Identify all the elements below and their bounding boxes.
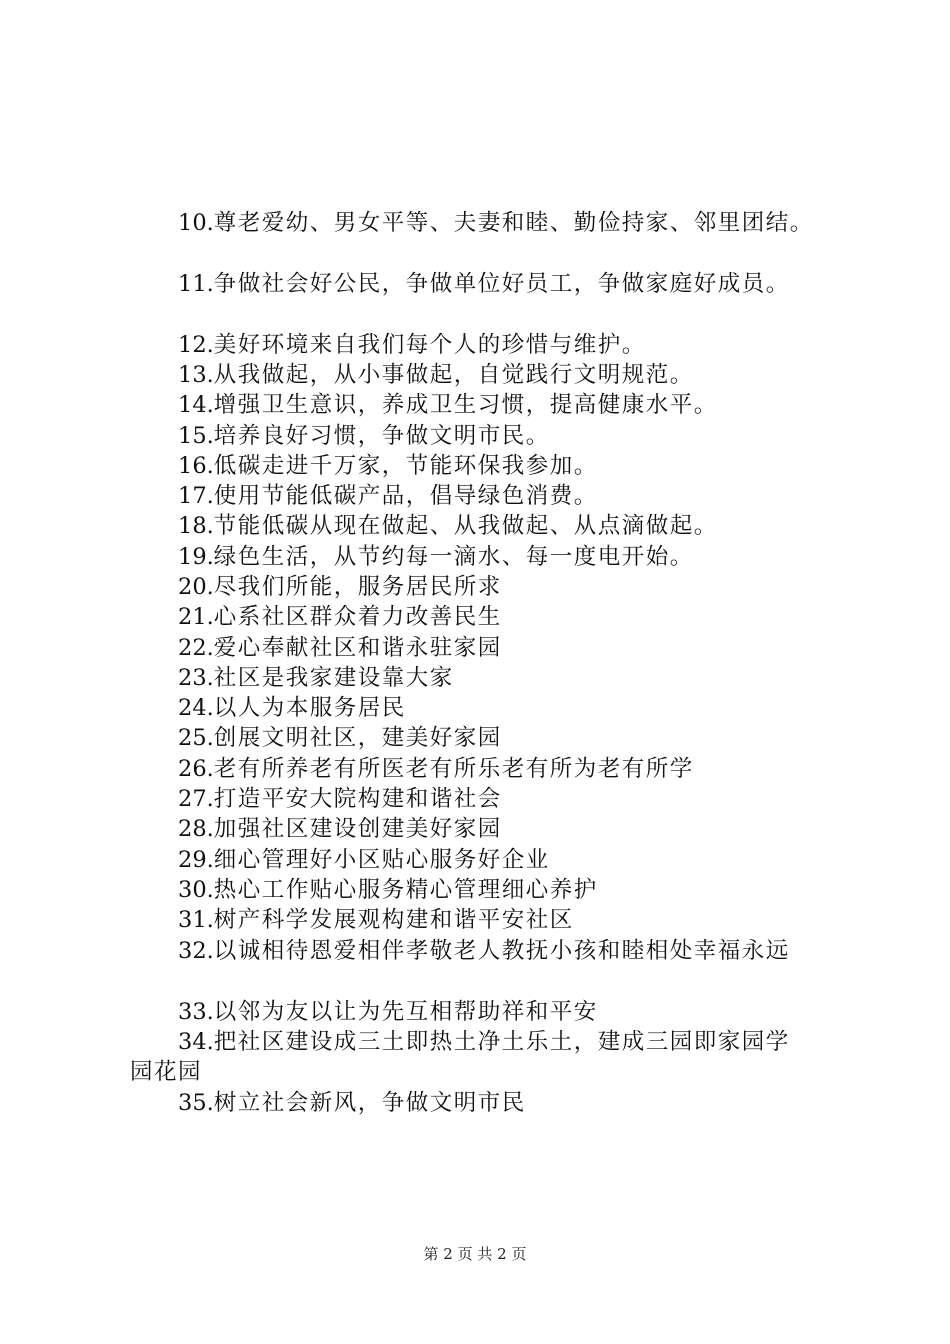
- item-text: 树立社会新风，争做文明市民: [213, 1090, 526, 1116]
- item-text: 以诚相待恩爱相伴孝敬老人教抚小孩和睦相处幸福永远: [213, 938, 790, 964]
- item-number: 27.: [178, 786, 214, 812]
- item-number: 32.: [178, 938, 214, 964]
- list-item: [178, 723, 950, 753]
- list-item: [178, 663, 950, 693]
- item-text: 热心工作贴心服务精心管理细心养护: [213, 877, 598, 903]
- item-number: 29.: [178, 847, 214, 873]
- item-number: 14.: [178, 392, 214, 418]
- item-number: 12.: [178, 332, 214, 358]
- item-number: 26.: [178, 756, 214, 782]
- item-text: 争做社会好公民，争做单位好员工，争做家庭好成员。: [213, 271, 790, 297]
- list-item: [178, 269, 950, 299]
- item-number: 31.: [178, 907, 214, 933]
- item-text: 节能低碳从现在做起、从我做起、从点滴做起。: [213, 513, 718, 539]
- item-number: 11.: [178, 271, 214, 297]
- list-item: [178, 451, 950, 481]
- item-number: 10.: [178, 210, 214, 236]
- list-item: [178, 511, 950, 541]
- item-number: 15.: [178, 423, 214, 449]
- list-item-continuation: [130, 1057, 950, 1087]
- item-number: 17.: [178, 483, 214, 509]
- item-number: 18.: [178, 513, 214, 539]
- page-footer: 第 2 页 共 2 页: [423, 1245, 527, 1263]
- list-item: [178, 814, 950, 844]
- list-item: [178, 754, 950, 784]
- list-item: [178, 1088, 950, 1118]
- item-text: 尊老爱幼、男女平等、夫妻和睦、勤俭持家、邻里团结。: [213, 210, 814, 236]
- list-item: [178, 360, 950, 390]
- list-item: [178, 875, 950, 905]
- list-item: [178, 936, 950, 966]
- item-number: 30.: [178, 877, 214, 903]
- item-text: 培养良好习惯，争做文明市民。: [213, 423, 550, 449]
- list-item: [178, 997, 950, 1027]
- item-text: 以邻为友以让为先互相帮助祥和平安: [213, 999, 598, 1025]
- item-text: 打造平安大院构建和谐社会: [213, 786, 502, 812]
- list-item: [178, 1027, 950, 1057]
- item-number: 21.: [178, 604, 214, 630]
- item-text: 创展文明社区，建美好家园: [213, 725, 502, 751]
- item-text: 爱心奉献社区和谐永驻家园: [213, 635, 502, 661]
- item-text: 低碳走进千万家，节能环保我参加。: [213, 453, 598, 479]
- item-text: 树产科学发展观构建和谐平安社区: [213, 907, 574, 933]
- list-item: [178, 330, 950, 360]
- item-number: 28.: [178, 816, 214, 842]
- item-number: 19.: [178, 544, 214, 570]
- item-text: 把社区建设成三土即热土净土乐土，建成三园即家园学: [213, 1029, 790, 1055]
- list-item: [178, 572, 950, 602]
- list-item: [178, 208, 950, 238]
- list-item: [178, 421, 950, 451]
- item-number: 25.: [178, 725, 214, 751]
- item-text: 美好环境来自我们每个人的珍惜与维护。: [213, 332, 646, 358]
- item-number: 20.: [178, 574, 214, 600]
- item-number: 23.: [178, 665, 214, 691]
- item-text: 社区是我家建设靠大家: [213, 665, 454, 691]
- item-number: 13.: [178, 362, 214, 388]
- item-number: 24.: [178, 695, 214, 721]
- list-item: [178, 784, 950, 814]
- item-number: 35.: [178, 1090, 214, 1116]
- item-text: 园花园: [130, 1059, 203, 1085]
- item-text: 以人为本服务居民: [213, 695, 406, 721]
- item-text: 尽我们所能，服务居民所求: [213, 574, 502, 600]
- item-number: 33.: [178, 999, 214, 1025]
- item-number: 22.: [178, 635, 214, 661]
- list-item: [178, 602, 950, 632]
- item-text: 加强社区建设创建美好家园: [213, 816, 502, 842]
- item-text: 细心管理好小区贴心服务好企业: [213, 847, 550, 873]
- item-text: 使用节能低碳产品，倡导绿色消费。: [213, 483, 598, 509]
- list-item: [178, 542, 950, 572]
- item-text: 老有所养老有所医老有所乐老有所为老有所学: [213, 756, 694, 782]
- item-text: 增强卫生意识，养成卫生习惯，提高健康水平。: [213, 392, 718, 418]
- item-number: 16.: [178, 453, 214, 479]
- list-item: [178, 390, 950, 420]
- item-text: 绿色生活，从节约每一滴水、每一度电开始。: [213, 544, 694, 570]
- list-item: [178, 905, 950, 935]
- item-text: 心系社区群众着力改善民生: [213, 604, 502, 630]
- list-item: [178, 481, 950, 511]
- item-number: 34.: [178, 1029, 214, 1055]
- item-text: 从我做起，从小事做起，自觉践行文明规范。: [213, 362, 694, 388]
- list-item: [178, 693, 950, 723]
- list-item: [178, 845, 950, 875]
- list-item: [178, 633, 950, 663]
